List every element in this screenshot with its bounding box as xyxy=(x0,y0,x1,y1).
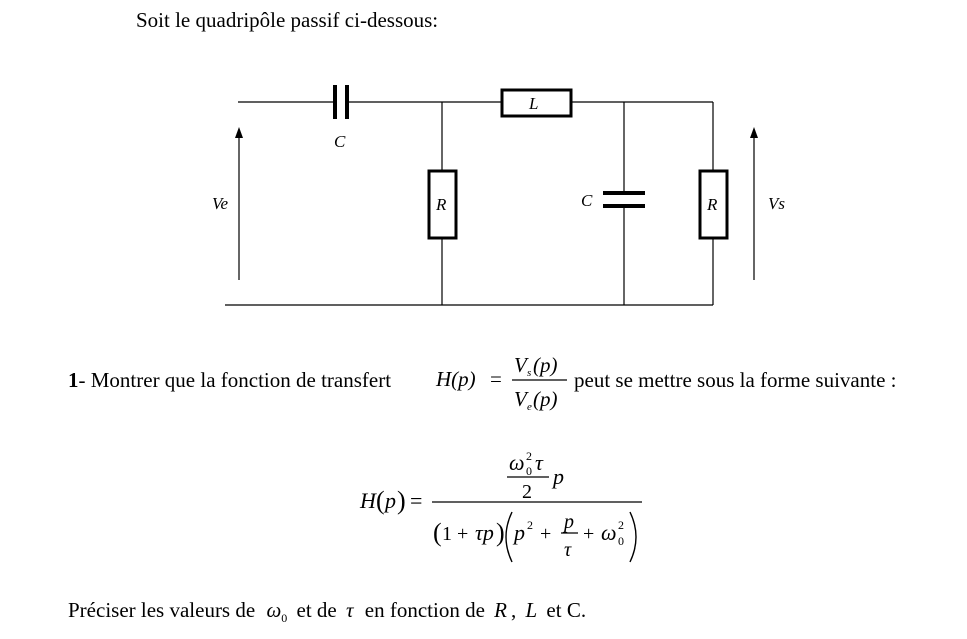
label-ve: Ve xyxy=(212,194,229,213)
svg-text:0: 0 xyxy=(618,534,624,548)
label-c2: C xyxy=(581,191,593,210)
svg-text:V: V xyxy=(514,387,527,411)
svg-text:ω: ω xyxy=(509,450,525,475)
question-text-after: peut se mettre sous la forme suivante : xyxy=(574,368,897,392)
svg-text:p: p xyxy=(385,488,396,513)
question-text-before: - Montrer que la fonction de transfert xyxy=(78,368,392,392)
svg-text:+: + xyxy=(540,523,552,545)
svg-text:H: H xyxy=(360,488,376,513)
question-number: 1 xyxy=(68,368,79,392)
svg-text:=: = xyxy=(410,488,423,513)
svg-text:τp: τp xyxy=(475,520,494,545)
label-vs: Vs xyxy=(768,194,785,213)
svg-text:H(p): H(p) xyxy=(436,367,476,391)
svg-text:(: ( xyxy=(376,486,385,515)
label-r1: R xyxy=(436,195,447,214)
svg-text:=: = xyxy=(490,367,502,391)
svg-text:2: 2 xyxy=(522,481,532,503)
omega-symbol: ω xyxy=(266,598,282,622)
svg-text:2: 2 xyxy=(618,518,624,532)
svg-text:e: e xyxy=(527,401,532,413)
svg-text:): ) xyxy=(397,486,406,515)
intro-text: Soit le quadripôle passif ci-dessous: xyxy=(136,8,439,32)
svg-text:p: p xyxy=(514,520,525,545)
conclusion-text: Préciser les valeurs de $\omega_0$ et de τ en fonction de R , L et C. xyxy=(68,598,587,626)
svg-text:p: p xyxy=(553,464,564,489)
svg-text:(: ( xyxy=(433,518,442,547)
svg-text:p: p xyxy=(564,511,574,533)
svg-text:ω: ω xyxy=(601,520,617,545)
svg-text:0: 0 xyxy=(526,464,532,478)
svg-text:s: s xyxy=(527,367,532,379)
label-r2: R xyxy=(707,195,718,214)
svg-text:(p): (p) xyxy=(533,353,558,377)
svg-text:2: 2 xyxy=(526,449,532,463)
label-l: L xyxy=(529,94,539,113)
svg-text:V: V xyxy=(514,353,527,377)
svg-text:τ: τ xyxy=(564,539,572,561)
tau-symbol: τ xyxy=(346,598,354,622)
svg-text:(p): (p) xyxy=(533,387,558,411)
label-c1: C xyxy=(334,132,346,151)
svg-text:1 +: 1 + xyxy=(442,523,469,545)
svg-text:): ) xyxy=(496,518,505,547)
svg-text:2: 2 xyxy=(527,518,533,532)
svg-text:τ: τ xyxy=(535,450,543,475)
svg-text:+: + xyxy=(583,523,595,545)
